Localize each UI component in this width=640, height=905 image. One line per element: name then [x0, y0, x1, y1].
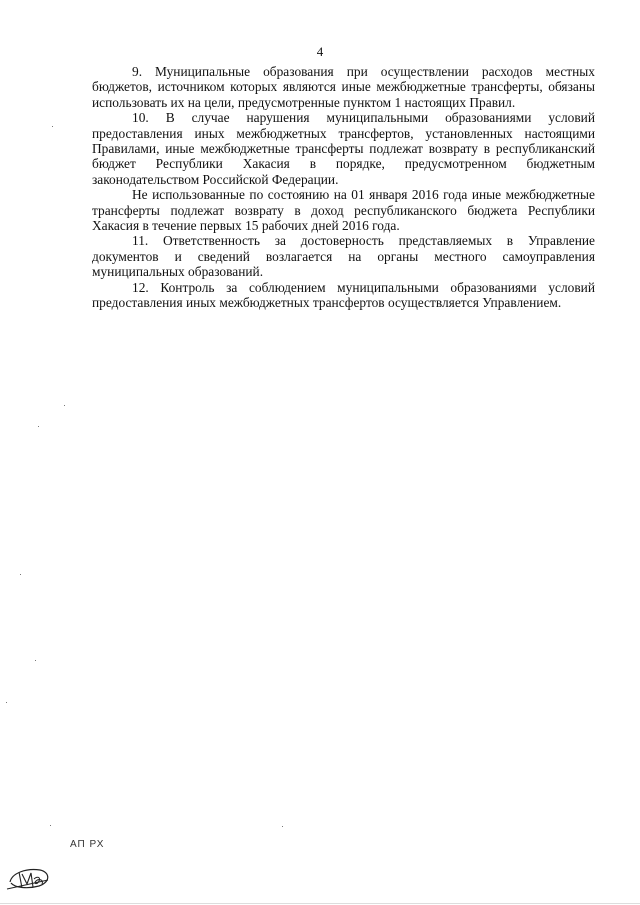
document-body: [92, 64, 595, 311]
scan-speck: [35, 660, 36, 661]
page-number: 4: [316, 44, 324, 59]
paragraph-11: 11. Ответственность за достоверность представляемых в Управление документов и сведений возлагается на органы местного самоуправления муниципальных образований.: [92, 233, 595, 280]
paragraph-unused-funds: Не использованные по состоянию на 01 января 2016 года иные межбюджетные трансферты подлежат возврату в доход республиканского бюджета Республики Хакасия в течение первых 15 рабочих дней 2016 года.: [92, 187, 595, 234]
paragraph-12: 12. Контроль за соблюдением муниципальными образованиями условий предоставления иных межбюджетных трансфертов осуществляется Управлением.: [92, 279, 595, 311]
scan-speck: [64, 405, 65, 406]
paragraph-9: 9. Муниципальные образования при осуществлении расходов местных бюджетов, источником которых являются иные межбюджетные трансферты, обязаны использовать их на цели, предусмотренные пунктом 1 настоящих Правил.: [92, 64, 595, 110]
footer-mark: АП РХ: [70, 839, 105, 850]
paragraph-10: 10. В случае нарушения муниципальными образованиями условий предоставления иных межбюджетных трансфертов, установленных настоящими Правилами, иные межбюджетные трансферты подлежат возврату в республиканский бюджет Республики Хакасия в порядке, предусмотренном бюджетным законодательством Российской Федерации.: [92, 110, 595, 187]
scan-speck: [282, 826, 283, 827]
scan-speck: [52, 126, 53, 127]
scan-speck: [38, 426, 39, 427]
initials-signature: [6, 860, 54, 894]
scan-speck: [20, 574, 21, 575]
scan-speck: [50, 825, 51, 826]
scan-bottom-edge: [0, 903, 640, 904]
scan-speck: [6, 702, 7, 703]
